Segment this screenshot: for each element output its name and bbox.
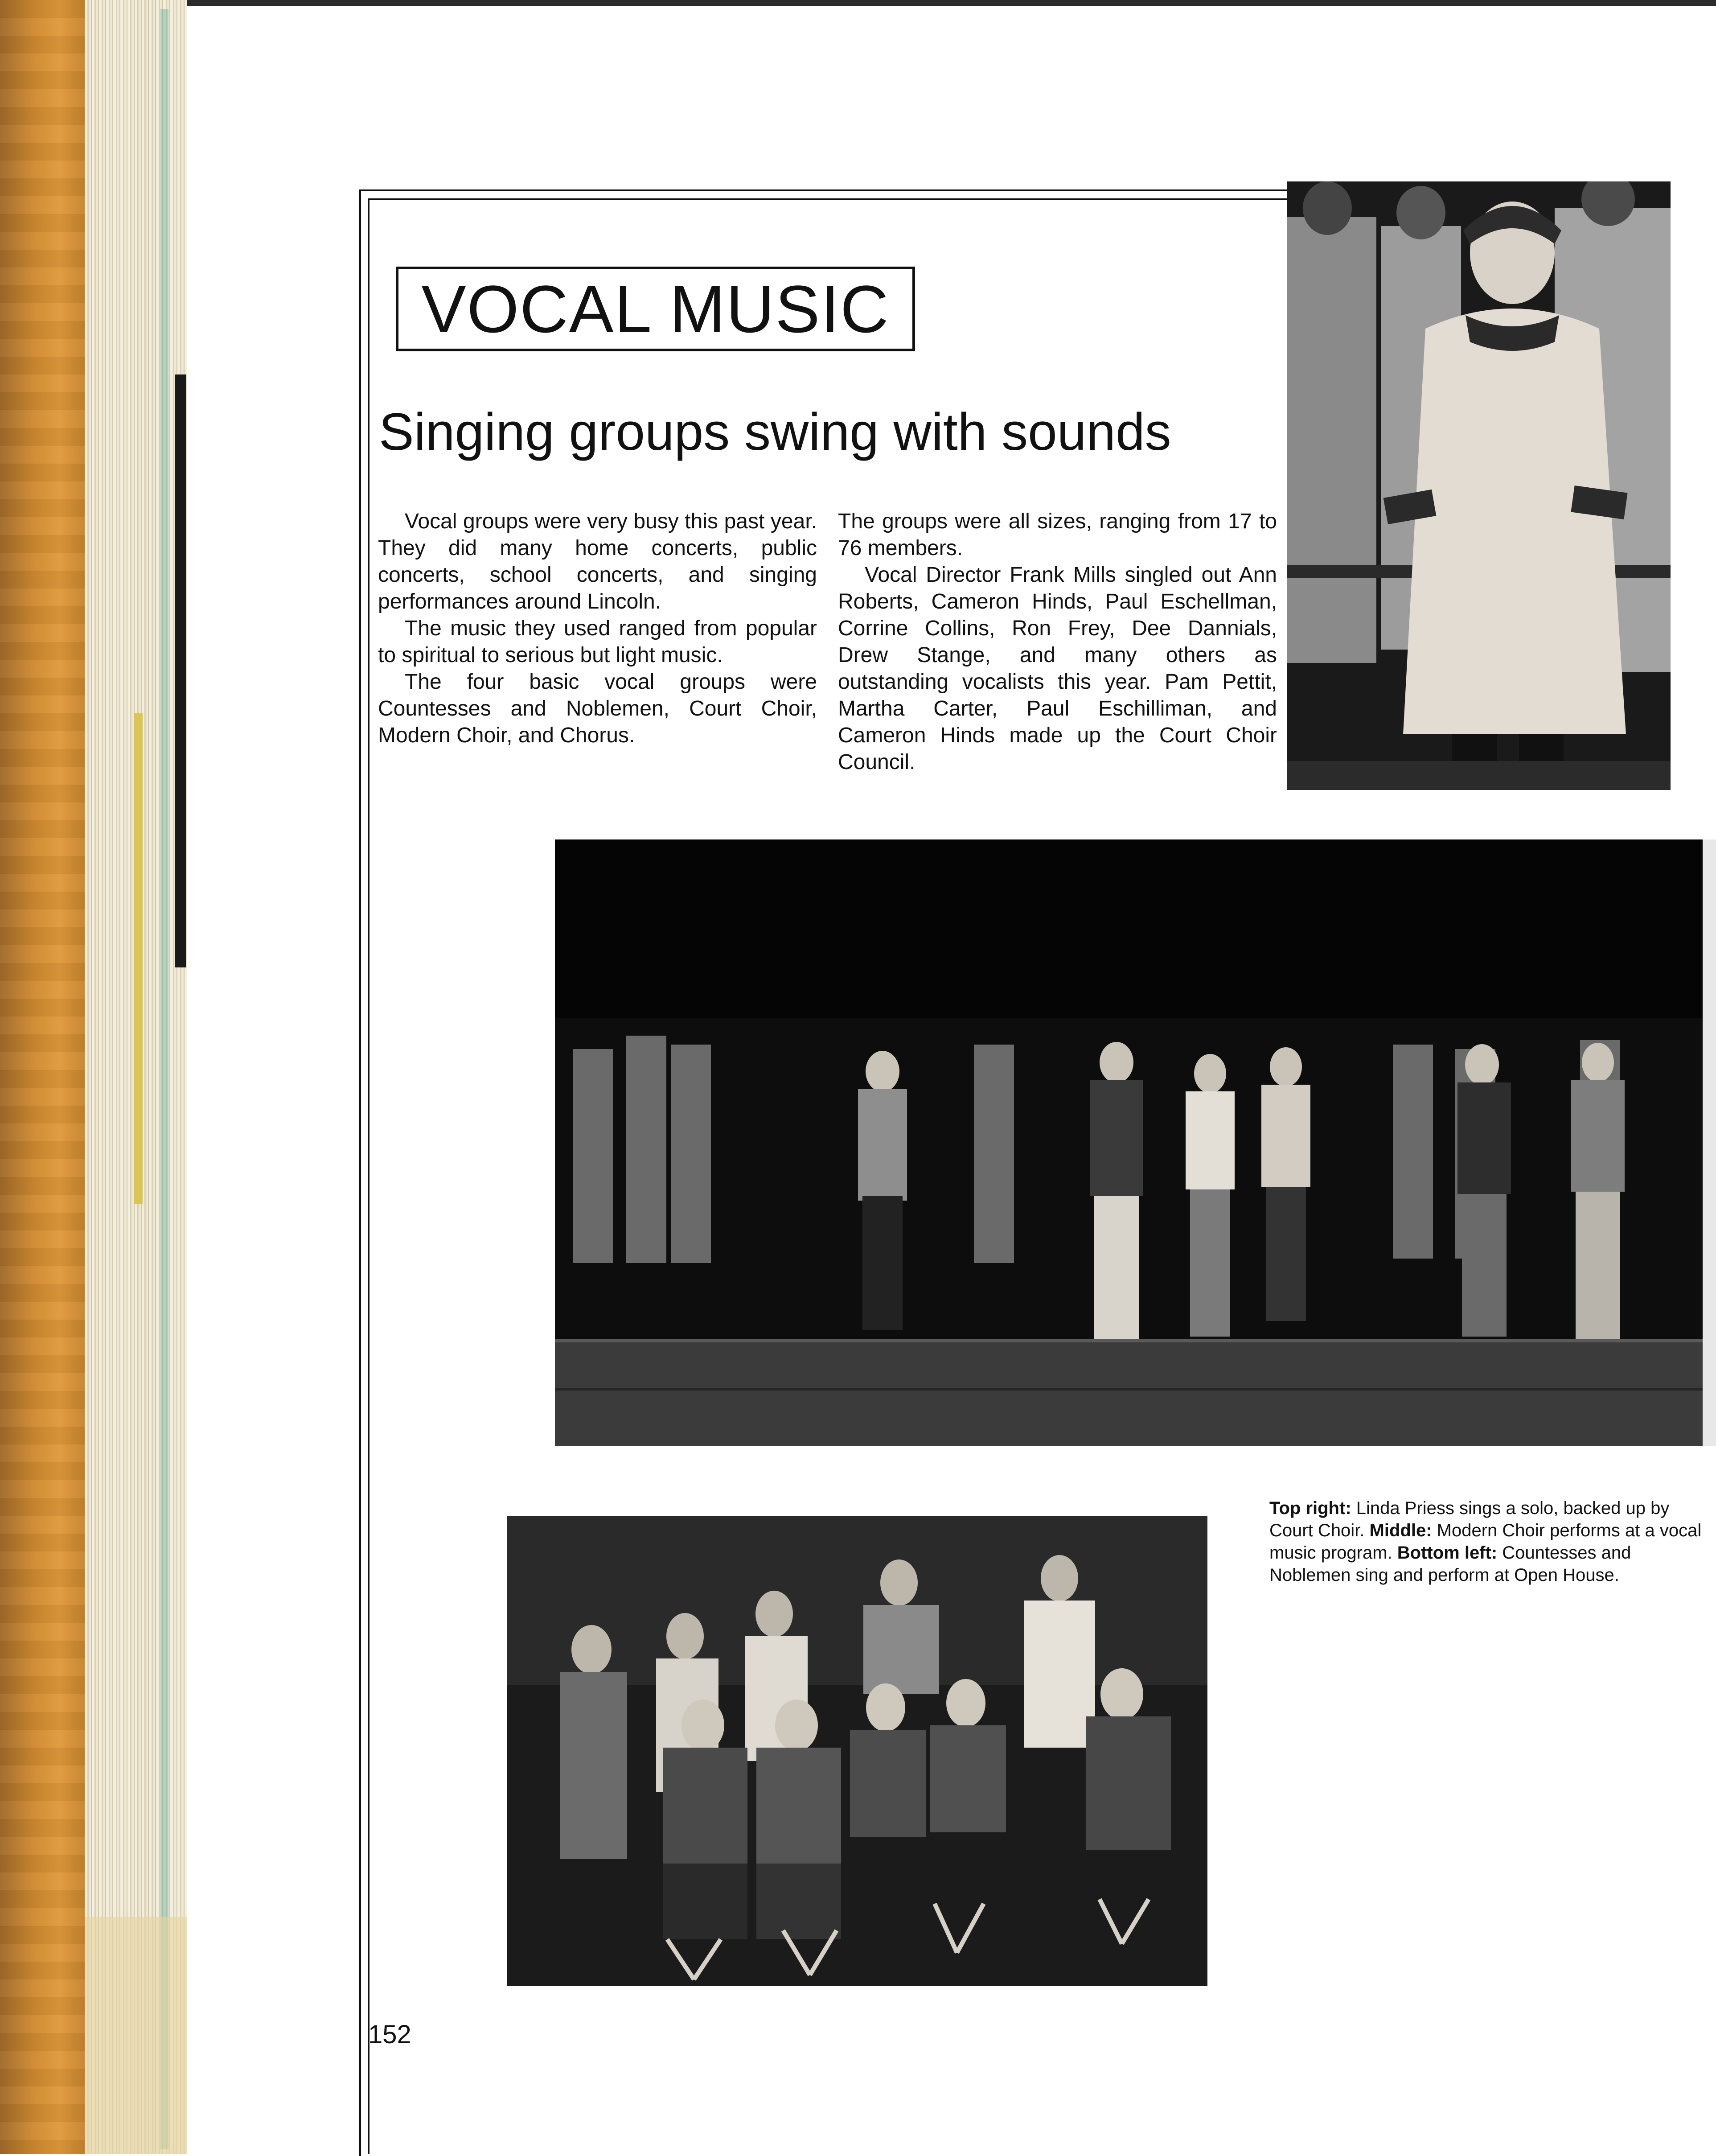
headline: Singing groups swing with sounds xyxy=(379,403,1171,461)
caption-text-middle: Modern Choir performs at a vocal music program. xyxy=(1269,1521,1702,1563)
photo-modern-choir-stage xyxy=(555,839,1716,1446)
body-paragraph: The music they used ranged from popular to spiritual to serious but light music. xyxy=(378,617,817,667)
caption-label-top: Top right: xyxy=(1269,1498,1351,1518)
caption-text-top: Linda Priess sings a solo, backed up by Court Choir. xyxy=(1269,1498,1670,1540)
page-stack-dark-band xyxy=(175,374,186,967)
section-title: VOCAL MUSIC xyxy=(421,272,890,346)
caption-text-bottom: Countesses and Noblemen sing and perform at Open House. xyxy=(1269,1543,1631,1585)
caption-label-middle: Middle: xyxy=(1369,1521,1432,1540)
top-shadow xyxy=(187,0,1716,6)
caption-label-bottom: Bottom left: xyxy=(1397,1543,1498,1563)
photo-caption xyxy=(1269,1497,1716,1586)
body-paragraph-continued: The groups were all sizes, ranging from 17 to 76 members. xyxy=(838,510,1277,560)
page-stack-bottom-tint xyxy=(85,1917,187,2154)
photo-soloist-with-choir xyxy=(1287,181,1671,790)
body-column-left xyxy=(378,508,817,749)
page-frame-inner-left xyxy=(368,198,372,2154)
section-title-box xyxy=(396,267,915,351)
page-number: 152 xyxy=(368,2020,411,2049)
body-paragraph: Vocal groups were very busy this past year. They did many home concerts, public concerts, school concerts, and singing performances around Lincoln. xyxy=(378,510,817,613)
book-cover-texture xyxy=(0,0,85,2154)
body-column-right xyxy=(838,508,1277,776)
body-paragraph: Vocal Director Frank Mills singled out Ann Roberts, Cameron Hinds, Paul Eschellman, Corrine Collins, Ron Frey, Dee Dannials, Drew Stange, and many others as outstanding vocalists this year. Pam Pettit, Martha Carter, Paul Eschilliman, and Cameron Hinds made up the Court Choir Council. xyxy=(838,563,1277,774)
page-stack-tab-teal xyxy=(160,9,168,2149)
body-paragraph: The four basic vocal groups were Countesses and Noblemen, Court Choir, Modern Choir, and Chorus. xyxy=(378,670,817,747)
page-stack-tab-yellow xyxy=(134,713,143,1204)
photo-countesses-and-noblemen xyxy=(507,1516,1207,1986)
